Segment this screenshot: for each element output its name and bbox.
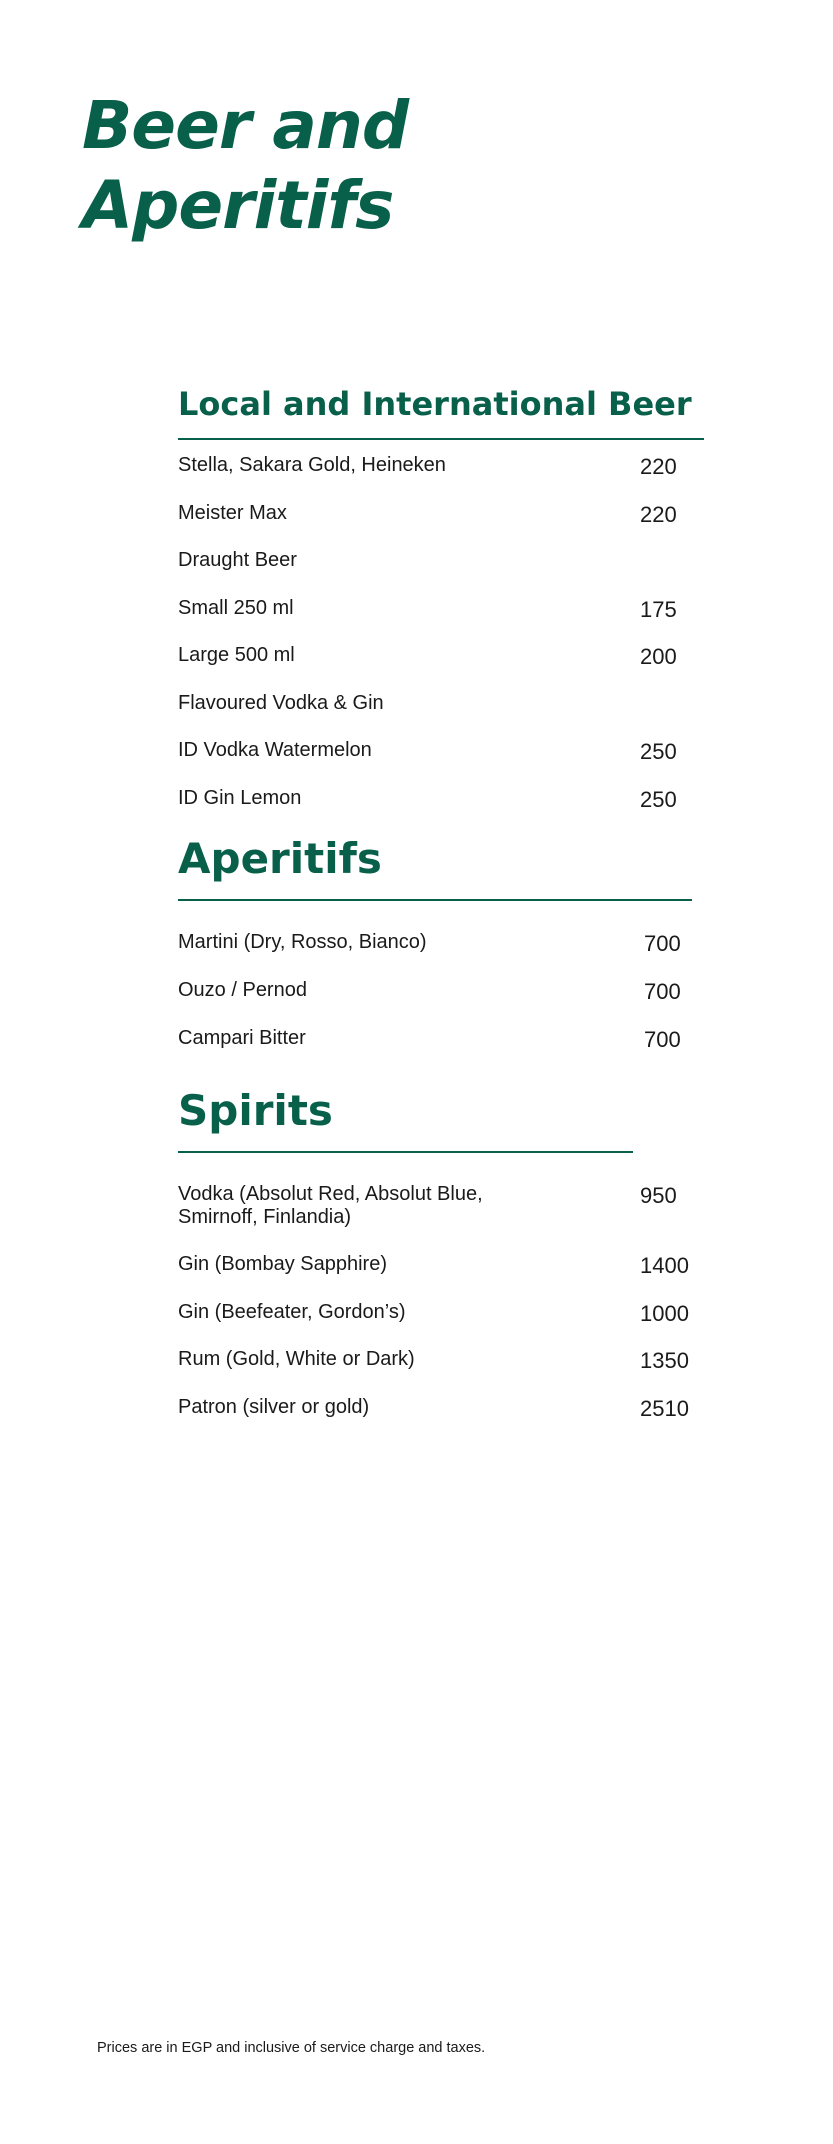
menu-item [178, 931, 708, 979]
item-price: 250 [640, 739, 677, 764]
item-price: 700 [644, 979, 681, 1004]
item-price: 700 [644, 1027, 681, 1052]
menu-item [178, 1253, 708, 1301]
menu-item [178, 1348, 708, 1396]
section-heading: Local and International Beer [178, 385, 692, 423]
item-price: 2510 [640, 1395, 689, 1421]
item-name: Martini (Dry, Rosso, Bianco) [178, 931, 427, 953]
item-name: Gin (Bombay Sapphire) [178, 1253, 387, 1275]
section-divider [178, 1151, 633, 1153]
item-price: 250 [640, 786, 677, 812]
menu-item [178, 644, 708, 692]
section-beer [178, 378, 708, 834]
item-name: Campari Bitter [178, 1027, 306, 1049]
price-footnote: Prices are in EGP and inclusive of service charge and taxes. [97, 2040, 486, 2056]
item-price: 700 [644, 931, 681, 956]
item-name: Draught Beer [178, 549, 297, 571]
menu-item [178, 1027, 708, 1075]
item-name: Flavoured Vodka & Gin [178, 691, 384, 714]
item-price: 175 [640, 596, 677, 622]
menu-item [178, 739, 708, 787]
item-name: ID Vodka Watermelon [178, 739, 372, 761]
item-price: 220 [640, 501, 677, 527]
section-heading: Aperitifs [178, 834, 382, 883]
item-name: ID Gin Lemon [178, 786, 302, 809]
item-name: Large 500 ml [178, 644, 295, 666]
section-divider [178, 899, 692, 901]
item-name: Vodka (Absolut Red, Absolut Blue, Smirnoff, Finlandia) [178, 1183, 483, 1228]
menu-item [178, 979, 708, 1027]
item-price: 950 [640, 1183, 677, 1208]
item-price: 1400 [640, 1253, 689, 1278]
page-title: Beer and Aperitifs [82, 87, 409, 244]
item-name: Ouzo / Pernod [178, 979, 307, 1001]
section-heading: Spirits [178, 1086, 333, 1135]
item-name: Meister Max [178, 501, 287, 524]
menu-item [178, 454, 708, 502]
menu-item [178, 787, 708, 835]
item-name: Stella, Sakara Gold, Heineken [178, 454, 446, 476]
item-price: 220 [640, 454, 677, 479]
item-name: Small 250 ml [178, 596, 294, 619]
item-name: Gin (Beefeater, Gordon’s) [178, 1300, 406, 1323]
menu-item [178, 1396, 708, 1444]
item-name: Patron (silver or gold) [178, 1395, 370, 1418]
section-aperitifs [178, 831, 708, 1075]
menu-item [178, 597, 708, 645]
item-price: 1000 [640, 1300, 689, 1326]
menu-item [178, 692, 708, 740]
menu-item [178, 502, 708, 550]
item-price: 1350 [640, 1348, 689, 1373]
menu-item [178, 1183, 708, 1253]
item-name: Rum (Gold, White or Dark) [178, 1348, 415, 1370]
menu-item [178, 1301, 708, 1349]
item-price: 200 [640, 644, 677, 669]
menu-item [178, 549, 708, 597]
section-divider [178, 438, 704, 440]
section-spirits [178, 1083, 708, 1443]
